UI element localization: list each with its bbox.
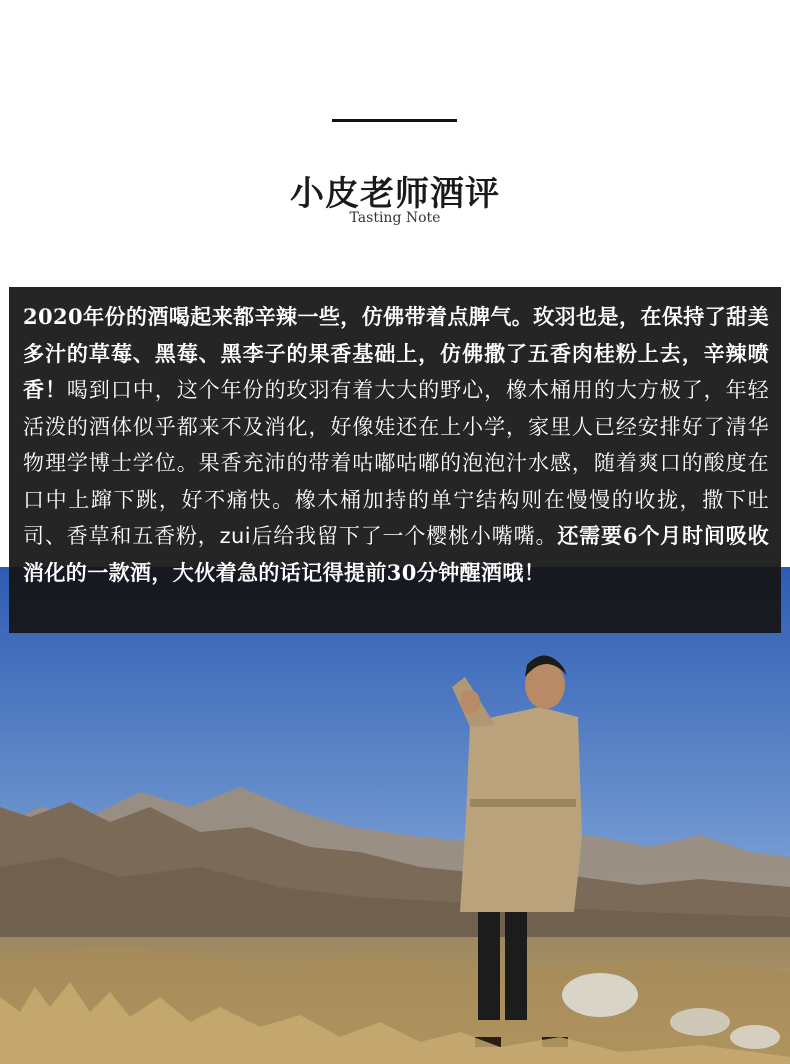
page-subtitle: Tasting Note [349, 210, 441, 226]
note-bold-intro: 2020年份的酒喝起来都辛辣一些，仿佛带着点脾气。玫羽也是，在保持了甜美多汁的草莓、黑莓、黑李子的果香基础上，仿佛撒了五香肉桂粉上去，辛辣喷香！ [23, 304, 769, 402]
title-divider [332, 119, 457, 122]
note-body: 喝到口中，这个年份的玫羽有着大大的野心，橡木桶用的大方极了，年轻活泼的酒体似乎都来不及消化，好像娃还在上小学，家里人已经安排好了清华物理学博士学位。果香充沛的带着咕嘟咕嘟的泡泡汁水感，随着爽口的酸度在口中上蹿下跳，好不痛快。橡木桶加持的单宁结构则在慢慢的收拢，撒下吐司、香草和五香粉，zui后给我留下了一个樱桃小嘴嘴。 [23, 378, 769, 548]
tasting-note-box [9, 287, 781, 633]
landscape-photo [0, 567, 790, 1064]
page-title: 小皮老师酒评 [290, 174, 500, 214]
note-bold-ending: 还需要6个月时间吸收消化的一款酒，大伙着急的话记得提前30分钟醒酒哦！ [23, 523, 769, 585]
rock [562, 973, 638, 1017]
